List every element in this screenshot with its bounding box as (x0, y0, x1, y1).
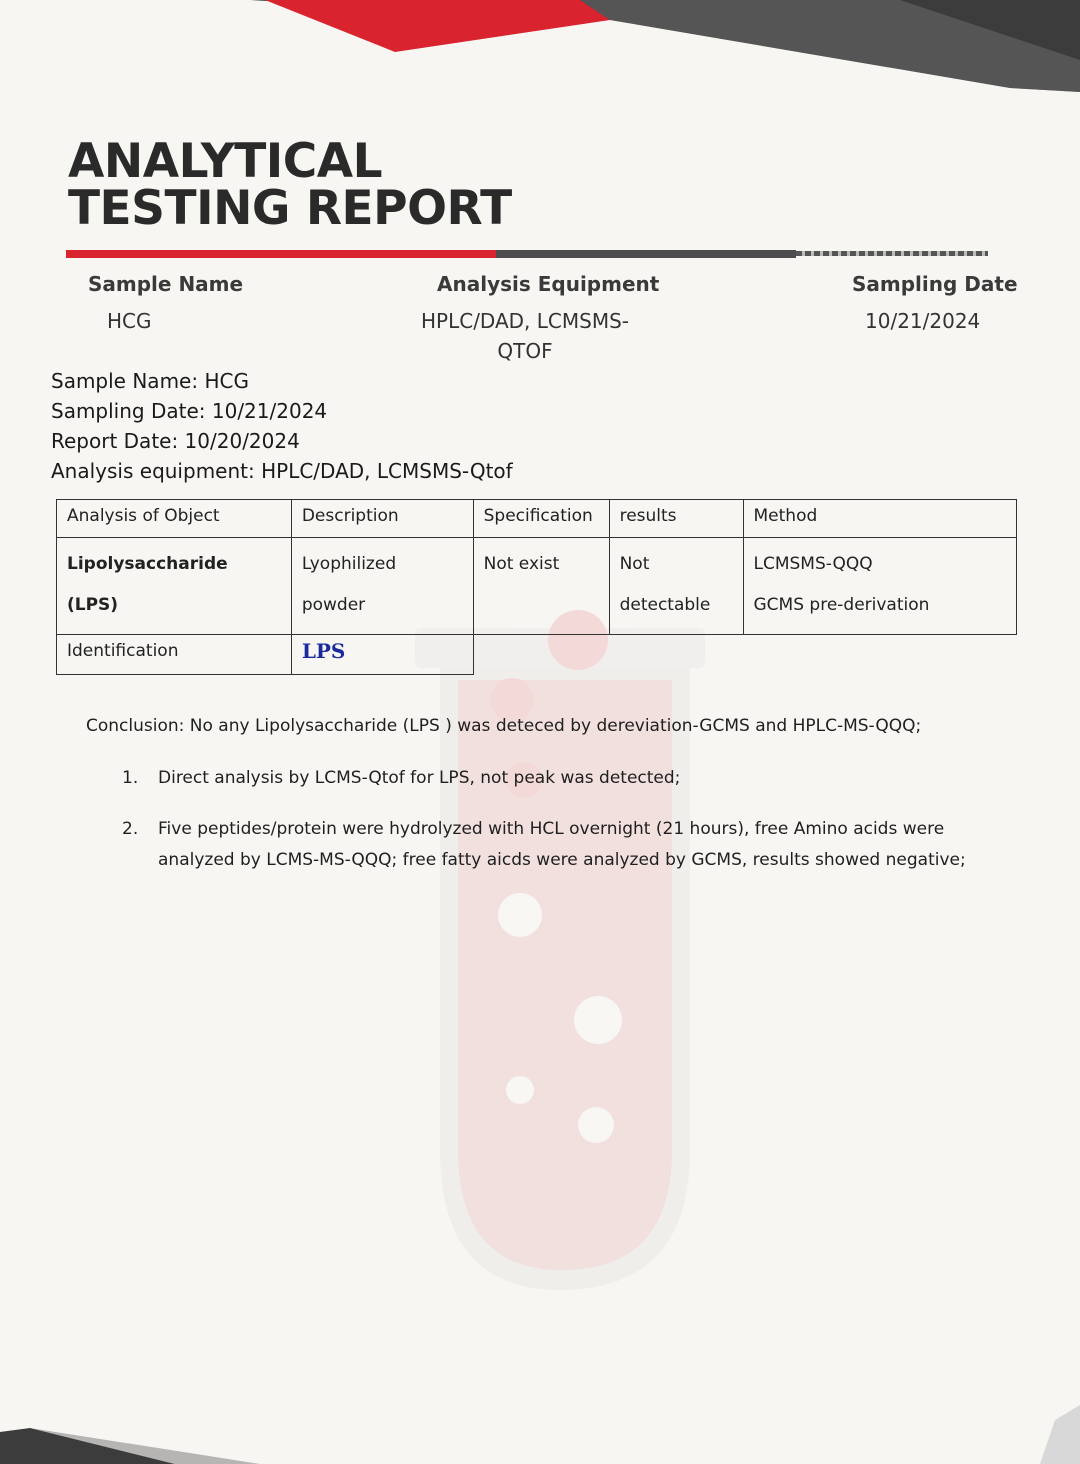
title-rule-red (66, 250, 496, 258)
sample-name-label: Sample Name (88, 272, 244, 296)
cell-method (743, 538, 1017, 635)
list-item-number: 2. (122, 819, 139, 839)
header-object: Analysis of Object (57, 500, 292, 538)
list-item-text: Direct analysis by LCMS-Qtof for LPS, not peak was detected; (158, 768, 681, 788)
results-line1: Not (619, 554, 650, 574)
info-equipment: Analysis equipment: HPLC/DAD, LCMSMS-Qtof (51, 459, 513, 483)
cell-results (609, 538, 743, 635)
cell-specification (473, 538, 609, 635)
specification-value: Not exist (483, 554, 560, 574)
identification-value: LPS (301, 639, 346, 663)
cell-object (57, 538, 292, 635)
info-report-date: Report Date: 10/20/2024 (51, 429, 300, 453)
header-description: Description (291, 500, 473, 538)
header-specification: Specification (473, 500, 609, 538)
equipment-value-line1: HPLC/DAD, LCMSMS- (420, 309, 630, 333)
results-table (56, 499, 1017, 675)
cell-description (291, 538, 473, 635)
equipment-label: Analysis Equipment (437, 272, 660, 296)
results-line2: detectable (619, 595, 711, 615)
conclusion-text: Conclusion: No any Lipolysaccharide (LPS ) was deteced by dereviation-GCMS and HPLC-MS-QQQ; (86, 716, 922, 736)
list-item-text-line1: Five peptides/protein were hydrolyzed with HCL overnight (21 hours), free Amino acids were (158, 819, 945, 839)
title-rule-dark (496, 250, 796, 258)
header-method: Method (743, 500, 1017, 538)
table-row (57, 635, 1017, 675)
table-header-row (57, 500, 1017, 538)
sampling-date-value: 10/21/2024 (865, 309, 981, 333)
object-name: Lipolysaccharide (LPS) (67, 554, 228, 615)
sampling-date-label: Sampling Date (852, 272, 1018, 296)
list-item (158, 814, 1038, 876)
sample-name-value: HCG (107, 309, 152, 333)
list-item-number: 1. (122, 768, 139, 788)
title-rule-fade (796, 251, 988, 256)
identification-label: Identification (67, 641, 179, 661)
info-sample-name: Sample Name: HCG (51, 369, 249, 393)
method-line2: GCMS pre-derivation (753, 595, 930, 615)
description-line2: powder (301, 595, 366, 615)
report-title-line1: ANALYTICAL (68, 134, 383, 189)
header-results: results (609, 500, 743, 538)
table-row (57, 538, 1017, 635)
method-line1: LCMSMS-QQQ (753, 554, 873, 574)
equipment-value-line2: QTOF (497, 339, 553, 363)
list-item (158, 763, 1038, 794)
description-line1: Lyophilized (301, 554, 397, 574)
cell-identification-value (291, 635, 473, 675)
report-title-line2: TESTING REPORT (68, 181, 512, 236)
list-item-text-line2: analyzed by LCMS-MS-QQQ; free fatty aicds were analyzed by GCMS, results showed negative; (158, 850, 966, 870)
cell-identification (57, 635, 292, 675)
info-sampling-date: Sampling Date: 10/21/2024 (51, 399, 328, 423)
report-title (68, 134, 512, 236)
